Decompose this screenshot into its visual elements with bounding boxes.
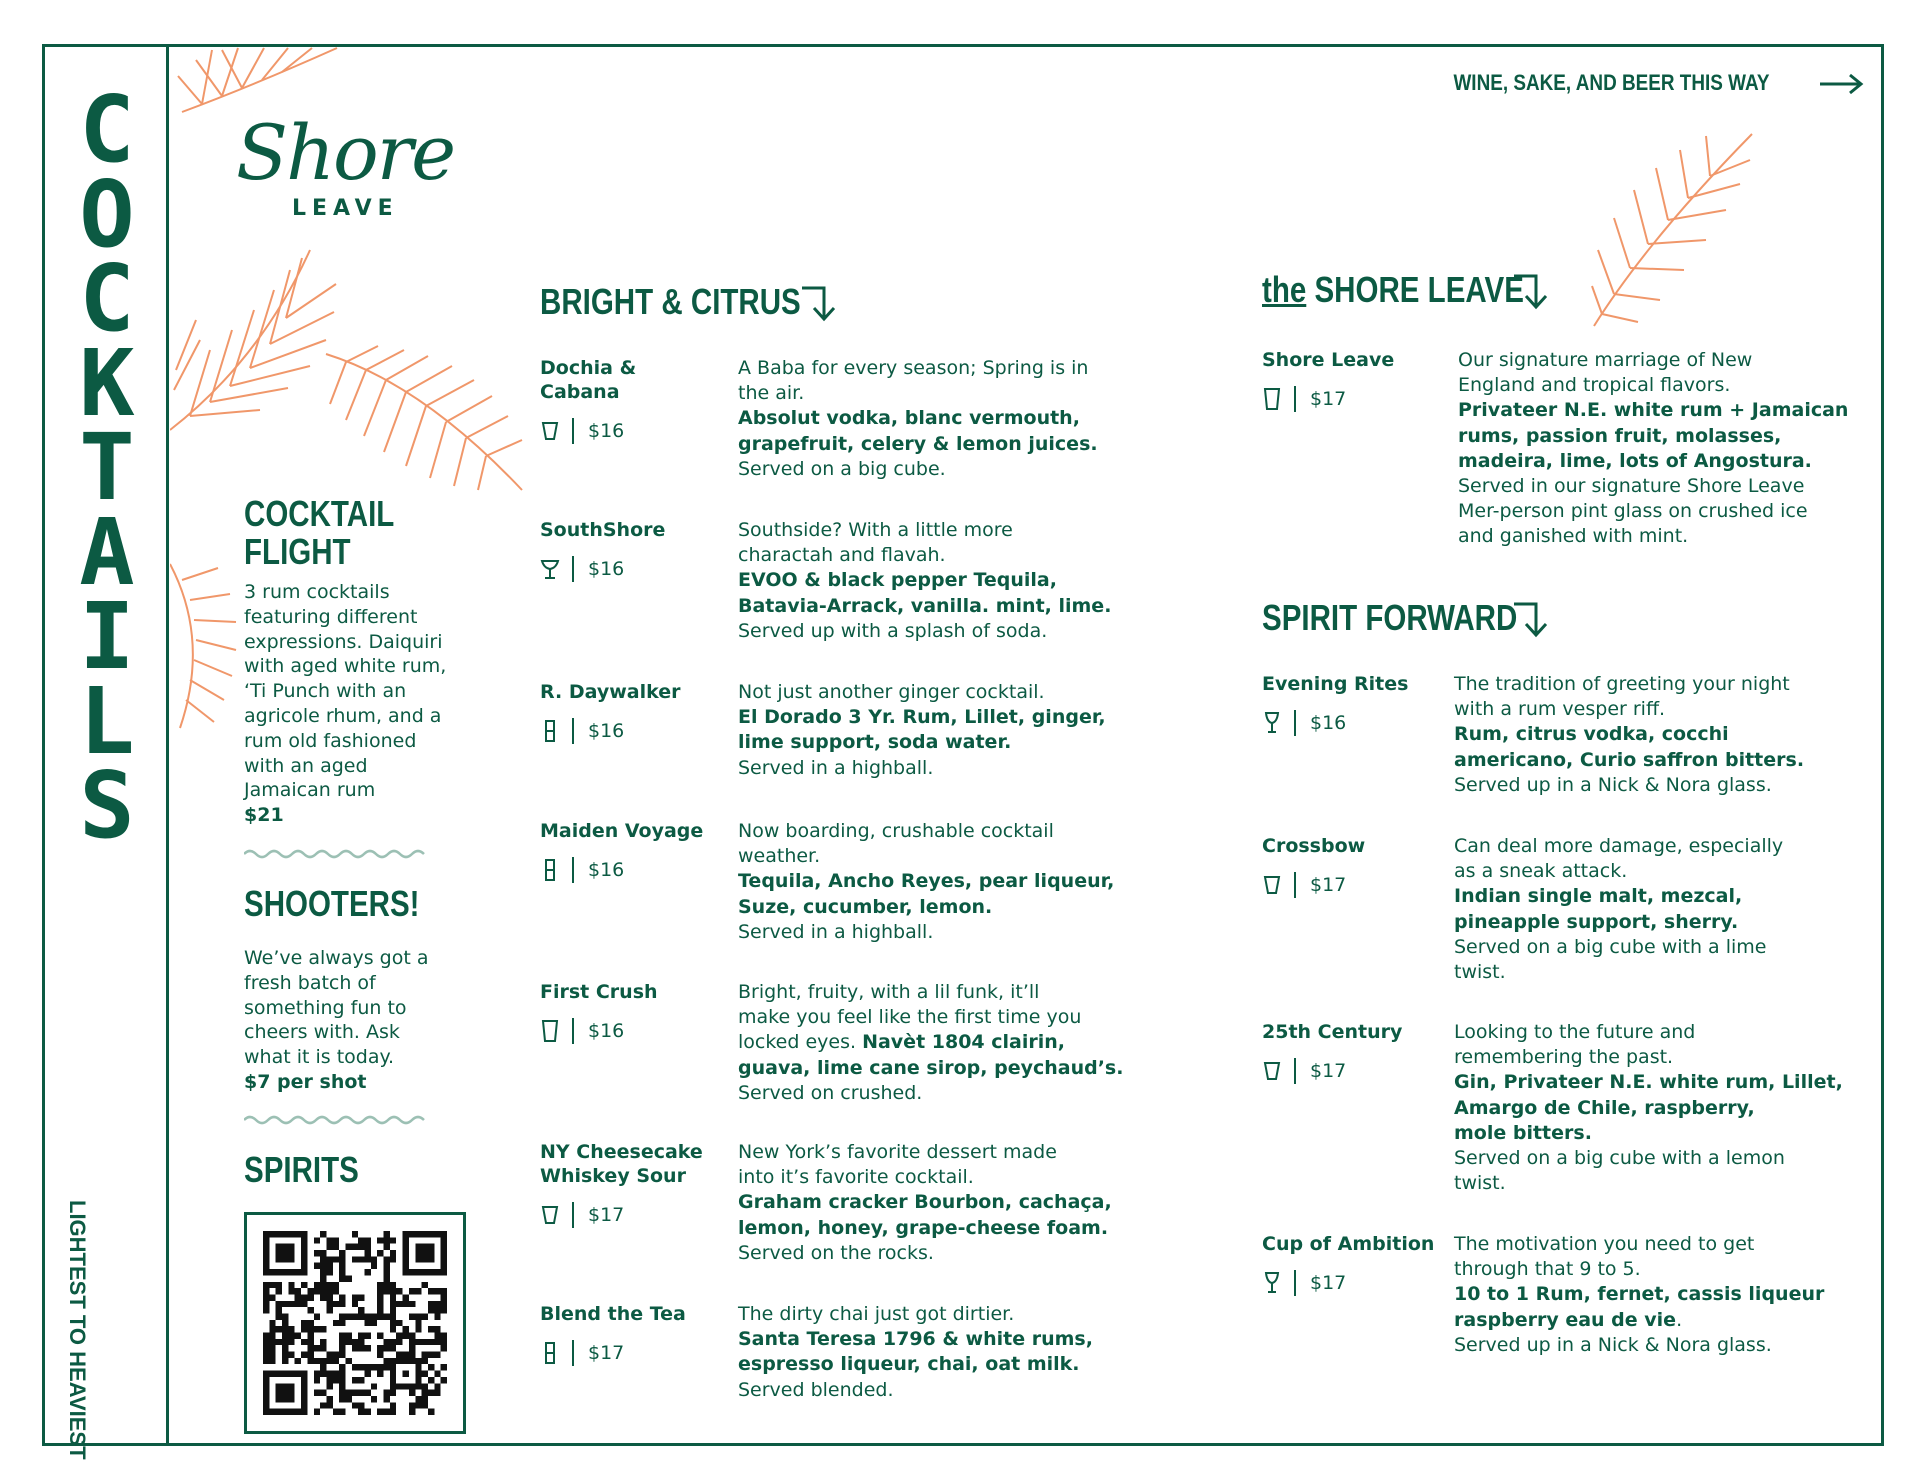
ingredient-line: Tequila, Ancho Reyes, pear liqueur, [738, 870, 1115, 893]
served-line: and ganished with mint. [1458, 525, 1689, 548]
ingredient-line: EVOO & black pepper Tequila, [738, 569, 1057, 592]
desc-bold: Navèt 1804 clairin, [862, 1031, 1066, 1054]
rocks-glass-icon [1262, 1059, 1282, 1083]
item-name-line: First Crush [540, 981, 658, 1003]
item-name-line: Cup of Ambition [1262, 1233, 1435, 1255]
cocktail-flight-description [244, 580, 474, 828]
palm-leaf-icon [322, 344, 528, 494]
price-divider [572, 857, 574, 883]
title-letter: A [79, 498, 135, 606]
title-letter: L [79, 667, 135, 775]
item-name [1262, 348, 1442, 372]
served-line: Served up in a Nick & Nora glass. [1454, 773, 1772, 796]
ingredient-line: Santa Teresa 1796 & white rums, [738, 1328, 1093, 1351]
served-line: Served in a highball. [738, 756, 934, 779]
arrow-down-right-icon [1512, 272, 1554, 312]
bright-citrus-title: BRIGHT & CITRUS [540, 281, 801, 322]
served-line: Served blended. [738, 1378, 894, 1401]
shore-leave-title [1262, 270, 1524, 310]
item-price: $16 [1310, 712, 1347, 734]
served-line: Served up in a Nick & Nora glass. [1454, 1333, 1772, 1356]
served-line: Served on a big cube. [738, 457, 946, 480]
desc-line: with an aged [244, 754, 368, 777]
item-name-line: Maiden Voyage [540, 820, 704, 842]
desc-line: 3 rum cocktails [244, 581, 390, 603]
ingredient-line: lemon, honey, grape-cheese foam. [738, 1216, 1109, 1239]
title-letter: C [79, 245, 135, 352]
served-line: Served in our signature Shore Leave [1458, 475, 1805, 498]
item-price: $16 [588, 1020, 625, 1042]
desc-line: with a rum vesper riff. [1454, 698, 1666, 721]
item-description [738, 518, 1138, 644]
arrow-down-right-icon [800, 284, 842, 324]
desc-line: something fun to [244, 996, 407, 1019]
desc-line: A Baba for every season; Spring is in [738, 357, 1089, 379]
cocktail-flight-price: $21 [244, 804, 284, 827]
item-price: $17 [1310, 874, 1347, 896]
spirit-forward-title: SPIRIT FORWARD [1262, 597, 1518, 638]
price-divider [572, 418, 574, 444]
item-name [1262, 834, 1442, 858]
highball-glass-icon [540, 1341, 560, 1365]
item-price-row [1262, 872, 1346, 898]
desc-line: Now boarding, crushable cocktail [738, 820, 1054, 842]
item-name-line: NY Cheesecake [540, 1141, 703, 1163]
ingredient-line: guava, lime cane sirop, peychaud’s. [738, 1056, 1124, 1079]
ingredient-line [1454, 1308, 1854, 1333]
item-description [738, 819, 1138, 945]
item-price: $16 [588, 859, 625, 881]
item-price: $17 [1310, 1060, 1347, 1082]
rocks-glass-icon [1262, 873, 1282, 897]
item-name-line: Shore Leave [1262, 349, 1395, 371]
desc-line: what it is today. [244, 1046, 395, 1069]
qr-code-icon[interactable] [244, 1212, 466, 1434]
desc-line: as a sneak attack. [1454, 860, 1628, 883]
desc-line: The motivation you need to get [1454, 1233, 1755, 1255]
served-line: twist. [1454, 961, 1506, 984]
ingredient-line: mole bitters. [1454, 1121, 1592, 1144]
ingredient-line: grapefruit, celery & lemon juices. [738, 432, 1098, 455]
price-divider [572, 1018, 574, 1044]
title-letter: S [79, 752, 135, 859]
ingredient-line: Batavia-Arrack, vanilla. mint, lime. [738, 594, 1112, 617]
title-letter: T [79, 414, 135, 521]
desc-line [738, 1030, 1138, 1055]
item-name [540, 819, 720, 843]
desc-line: Bright, fruity, with a lil funk, it’ll [738, 981, 1040, 1003]
ingredient-line: pineapple support, sherry. [1454, 910, 1739, 933]
item-price-row [540, 1018, 624, 1044]
item-price: $17 [1310, 1272, 1347, 1294]
arrow-down-right-icon [1512, 600, 1554, 640]
item-description [738, 980, 1138, 1106]
price-divider [572, 556, 574, 582]
highball-glass-icon [540, 719, 560, 743]
desc-line: the air. [738, 382, 805, 405]
desc-line: England and tropical flavors. [1458, 374, 1731, 397]
shooters-title: SHOOTERS! [244, 883, 420, 924]
nick-nora-glass-icon [1262, 711, 1282, 735]
price-divider [1294, 710, 1296, 736]
item-name-line: Whiskey Sour [540, 1165, 686, 1187]
item-name [1262, 1232, 1442, 1256]
logo-script: Shore [236, 108, 455, 197]
item-name-line: Cabana [540, 381, 620, 403]
pint-glass-icon [1262, 387, 1282, 411]
desc-line: with aged white rum, [244, 655, 447, 678]
item-name-line: Dochia & [540, 357, 637, 379]
desc-line: The tradition of greeting your night [1454, 673, 1790, 695]
desc-line: remembering the past. [1454, 1046, 1674, 1069]
palm-leaf-icon [1588, 130, 1758, 330]
item-description [1458, 348, 1858, 550]
desc-plain: . [1676, 1308, 1683, 1331]
item-name [540, 680, 720, 704]
item-price-row [540, 556, 624, 582]
served-line: Served on a big cube with a lemon [1454, 1147, 1785, 1170]
price-divider [572, 718, 574, 744]
ingredient-line: americano, Curio saffron bitters. [1454, 748, 1805, 771]
item-description [738, 1302, 1138, 1403]
served-line: Served on the rocks. [738, 1241, 934, 1264]
desc-plain: locked eyes. [738, 1031, 863, 1054]
served-line: Served on crushed. [738, 1081, 923, 1104]
item-name-line: Evening Rites [1262, 673, 1409, 695]
served-line: Mer-person pint glass on crushed ice [1458, 500, 1808, 523]
served-line: twist. [1454, 1172, 1506, 1195]
item-price-row [1262, 710, 1346, 736]
ingredient-line: Rum, citrus vodka, cocchi [1454, 723, 1729, 746]
item-description [738, 1140, 1138, 1266]
desc-bold: raspberry eau de vie [1454, 1308, 1677, 1331]
palm-leaf-icon [170, 560, 240, 730]
item-name [540, 1140, 720, 1188]
served-line: Served up with a splash of soda. [738, 619, 1048, 642]
item-price: $17 [588, 1204, 625, 1226]
desc-line: cheers with. Ask [244, 1021, 400, 1044]
palm-leaf-icon [172, 46, 342, 116]
desc-line: weather. [738, 845, 821, 868]
item-description [1454, 672, 1854, 798]
item-name [540, 356, 720, 404]
price-divider [1294, 386, 1296, 412]
rocks-glass-icon [540, 419, 560, 443]
shooters-price: $7 per shot [244, 1070, 367, 1093]
item-price: $17 [588, 1342, 625, 1364]
ingredient-line: Gin, Privateer N.E. white rum, Lillet, [1454, 1071, 1843, 1094]
title-letter: I [79, 583, 135, 690]
desc-line: through that 9 to 5. [1454, 1258, 1641, 1281]
desc-line: ‘Ti Punch with an [244, 680, 407, 703]
item-name-line: Crossbow [1262, 835, 1366, 857]
logo-subtitle: LEAVE [292, 196, 399, 221]
desc-line: Can deal more damage, especially [1454, 835, 1784, 857]
item-description [738, 680, 1138, 781]
item-price-row [1262, 1058, 1346, 1084]
ingredient-line: espresso liqueur, chai, oat milk. [738, 1353, 1080, 1376]
served-line: Served on a big cube with a lime [1454, 935, 1767, 958]
desc-line: We’ve always got a [244, 947, 429, 969]
pint-glass-icon [540, 1019, 560, 1043]
item-name [540, 1302, 720, 1326]
title-letter: K [79, 329, 135, 437]
ingredient-line: 10 to 1 Rum, fernet, cassis liqueur [1454, 1283, 1825, 1306]
ingredient-line: rums, passion fruit, molasses, [1458, 424, 1782, 447]
coupe-glass-icon [540, 557, 560, 581]
desc-line: New York’s favorite dessert made [738, 1141, 1057, 1163]
wavy-divider [244, 1114, 426, 1126]
cocktail-flight-title-line2: FLIGHT [244, 531, 351, 572]
ingredient-line: Privateer N.E. white rum + Jamaican [1458, 399, 1849, 422]
item-price: $16 [588, 420, 625, 442]
item-price-row [540, 1202, 624, 1228]
desc-line: Southside? With a little more [738, 519, 1013, 541]
item-price-row [540, 418, 624, 444]
ingredient-line: Graham cracker Bourbon, cachaça, [738, 1191, 1112, 1214]
ingredient-line: lime support, soda water. [738, 731, 1012, 754]
item-name [1262, 1020, 1442, 1044]
item-description [1454, 1020, 1854, 1196]
nick-nora-glass-icon [1262, 1271, 1282, 1295]
item-name-line: 25th Century [1262, 1021, 1403, 1043]
item-price-row [540, 1340, 624, 1366]
desc-line: Looking to the future and [1454, 1021, 1696, 1043]
ingredient-line: madeira, lime, lots of Angostura. [1458, 449, 1812, 472]
palm-leaf-icon [170, 240, 340, 440]
served-line: Served in a highball. [738, 920, 934, 943]
ingredient-line: Absolut vodka, blanc vermouth, [738, 407, 1080, 430]
ingredient-line: Indian single malt, mezcal, [1454, 885, 1743, 908]
qr-code-graphic [263, 1231, 447, 1415]
item-name [540, 518, 720, 542]
rocks-glass-icon [540, 1203, 560, 1227]
ingredient-line: Suze, cucumber, lemon. [738, 895, 993, 918]
desc-line: fresh batch of [244, 971, 376, 994]
spirits-title: SPIRITS [244, 1149, 359, 1190]
item-name-line: SouthShore [540, 519, 666, 541]
wavy-divider [244, 848, 426, 860]
vertical-title [62, 76, 152, 859]
shooters-description [244, 946, 474, 1095]
desc-line: agricole rhum, and a [244, 704, 442, 727]
item-name-line: R. Daywalker [540, 681, 681, 703]
item-description [1454, 834, 1854, 985]
item-price-row [1262, 1270, 1346, 1296]
item-price: $16 [588, 558, 625, 580]
item-price-row [1262, 386, 1346, 412]
title-main: SHORE LEAVE [1314, 269, 1524, 310]
item-price-row [540, 857, 624, 883]
title-the: the [1262, 269, 1307, 310]
item-name [540, 980, 720, 1004]
item-price-row [540, 718, 624, 744]
price-divider [1294, 1058, 1296, 1084]
item-price: $17 [1310, 388, 1347, 410]
ingredient-line: Amargo de Chile, raspberry, [1454, 1096, 1755, 1119]
side-caption: LIGHTEST TO HEAVIEST [65, 1200, 90, 1460]
desc-line: into it’s favorite cocktail. [738, 1166, 974, 1189]
desc-line: expressions. Daiquiri [244, 630, 443, 653]
cocktail-flight-title: COCKTAIL [244, 493, 395, 534]
desc-line: charactah and flavah. [738, 544, 946, 567]
item-price: $16 [588, 720, 625, 742]
title-letter: C [79, 76, 135, 183]
price-divider [1294, 1270, 1296, 1296]
ingredient-line: El Dorado 3 Yr. Rum, Lillet, ginger, [738, 706, 1106, 729]
side-divider [166, 44, 169, 1446]
wine-sake-beer-link[interactable]: WINE, SAKE, AND BEER THIS WAY [1453, 70, 1770, 95]
desc-line: The dirty chai just got dirtier. [738, 1303, 1015, 1325]
desc-line: Not just another ginger cocktail. [738, 681, 1045, 703]
price-divider [1294, 872, 1296, 898]
desc-line: Our signature marriage of New [1458, 349, 1753, 371]
price-divider [572, 1202, 574, 1228]
desc-line: Jamaican rum [244, 779, 376, 802]
desc-line: featuring different [244, 605, 418, 628]
title-letter: O [79, 160, 135, 268]
item-name [1262, 672, 1442, 696]
highball-glass-icon [540, 858, 560, 882]
item-description [1454, 1232, 1854, 1358]
arrow-right-icon[interactable] [1818, 72, 1864, 96]
price-divider [572, 1340, 574, 1366]
desc-line: rum old fashioned [244, 729, 417, 752]
item-name-line: Blend the Tea [540, 1303, 686, 1325]
item-description [738, 356, 1138, 482]
desc-line: make you feel like the first time you [738, 1006, 1082, 1029]
